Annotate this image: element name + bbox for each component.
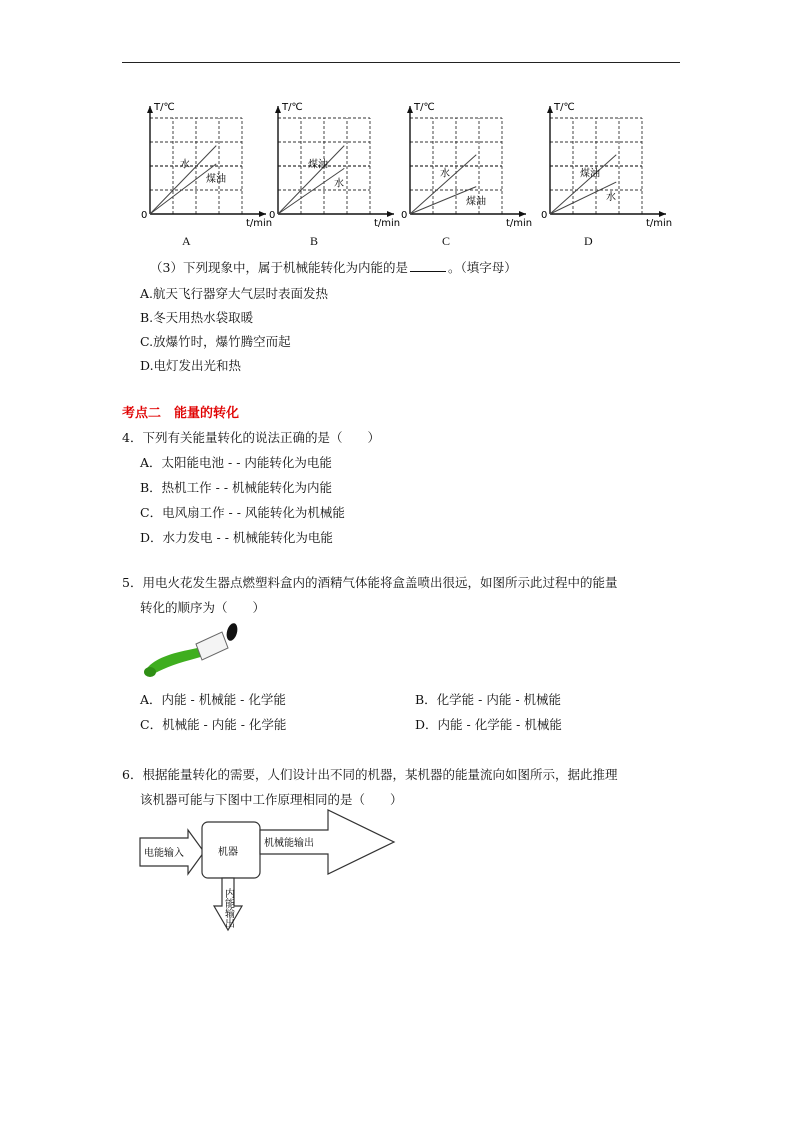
graph-b xyxy=(268,98,401,248)
graph-d xyxy=(540,98,673,248)
q6-stem-line2: 该机器可能与下图中工作原理相同的是（ ） xyxy=(140,792,403,807)
kerosene-line xyxy=(150,164,216,214)
sprayer-tip xyxy=(144,667,156,677)
x-axis-label: t/min xyxy=(506,218,533,229)
water-label: 水 xyxy=(180,159,190,171)
q3-stem-text: （3）下列现象中，属于机械能转化为内能的是 xyxy=(150,260,408,275)
origin-label: 0 xyxy=(269,210,276,221)
box-lid xyxy=(225,622,239,642)
q5-option-a: A．内能 - 机械能 - 化学能 xyxy=(140,692,286,707)
header-rule xyxy=(122,62,680,63)
y-axis-arrow xyxy=(547,106,553,113)
x-axis-label: t/min xyxy=(646,218,673,229)
x-axis-arrow xyxy=(259,211,266,217)
kerosene-line xyxy=(550,155,616,214)
q3-stem xyxy=(150,258,517,276)
graph-option-letter: A xyxy=(182,234,191,248)
origin-label: 0 xyxy=(541,210,548,221)
x-axis-arrow xyxy=(659,211,666,217)
spark-sprayer-figure xyxy=(138,620,248,682)
graph-c xyxy=(400,98,533,248)
q3-answer-blank[interactable] xyxy=(410,271,446,272)
kerosene-label: 煤油 xyxy=(206,173,226,185)
y-axis-label: T/℃ xyxy=(414,102,435,113)
graph-plot xyxy=(400,98,533,248)
input-label: 电能输入 xyxy=(144,848,184,859)
x-axis-label: t/min xyxy=(374,218,401,229)
origin-label: 0 xyxy=(401,210,408,221)
x-axis-arrow xyxy=(519,211,526,217)
y-axis-arrow xyxy=(407,106,413,113)
plastic-box xyxy=(196,632,228,660)
y-axis-arrow xyxy=(147,106,153,113)
kerosene-label: 煤油 xyxy=(580,168,600,180)
y-axis-label: T/℃ xyxy=(154,102,175,113)
kerosene-label: 煤油 xyxy=(308,159,328,171)
kerosene-label: 煤油 xyxy=(466,196,486,208)
origin-label: 0 xyxy=(141,210,148,221)
q4-stem: 4．下列有关能量转化的说法正确的是（ ） xyxy=(122,430,380,445)
q6-stem-line1: 6．根据能量转化的需要，人们设计出不同的机器，某机器的能量流向如图所示，据此推理 xyxy=(122,767,618,782)
graph-option-letter: C xyxy=(442,234,451,248)
q5-option-d: D．内能 - 化学能 - 机械能 xyxy=(415,717,562,732)
graph-plot xyxy=(540,98,673,248)
x-axis-label: t/min xyxy=(246,218,273,229)
y-axis-label: T/℃ xyxy=(554,102,575,113)
heat-label-text: 内能输出 xyxy=(222,888,234,928)
y-axis-arrow xyxy=(275,106,281,113)
water-line xyxy=(278,168,344,214)
section-heading: 考点二 能量的转化 xyxy=(122,406,240,421)
q3-option-d: D.电灯发出光和热 xyxy=(140,358,242,373)
y-axis-label: T/℃ xyxy=(282,102,303,113)
graph-plot xyxy=(140,98,273,248)
q3-stem-tail: 。（填字母） xyxy=(447,260,517,275)
x-axis-arrow xyxy=(387,211,394,217)
q4-option-d: D．水力发电 - - 机械能转化为电能 xyxy=(140,530,333,545)
graph-option-letter: B xyxy=(310,234,319,248)
heat-label xyxy=(223,887,235,928)
water-label: 水 xyxy=(440,168,450,180)
output-label: 机械能输出 xyxy=(264,838,314,849)
q5-option-b: B．化学能 - 内能 - 机械能 xyxy=(415,692,562,707)
q4-option-c: C．电风扇工作 - - 风能转化为机械能 xyxy=(140,505,345,520)
graph-option-letter: D xyxy=(584,234,593,248)
graph-plot xyxy=(268,98,401,248)
machine-label: 机器 xyxy=(218,847,238,858)
graph-a xyxy=(140,98,273,248)
water-label: 水 xyxy=(606,192,616,204)
q3-option-a: A.航天飞行器穿大气层时表面发热 xyxy=(140,286,329,301)
q3-option-b: B.冬天用热水袋取暖 xyxy=(140,310,254,325)
q5-stem-line2: 转化的顺序为（ ） xyxy=(140,600,266,615)
water-label: 水 xyxy=(334,178,344,190)
q5-option-c: C．机械能 - 内能 - 化学能 xyxy=(140,717,287,732)
q4-option-a: A．太阳能电池 - - 内能转化为电能 xyxy=(140,455,332,470)
energy-flow-diagram xyxy=(138,808,398,933)
q4-option-b: B．热机工作 - - 机械能转化为内能 xyxy=(140,480,333,495)
q5-stem-line1: 5．用电火花发生器点燃塑料盒内的酒精气体能将盒盖喷出很远，如图所示此过程中的能量 xyxy=(122,575,618,590)
q3-option-c: C.放爆竹时，爆竹腾空而起 xyxy=(140,334,291,349)
